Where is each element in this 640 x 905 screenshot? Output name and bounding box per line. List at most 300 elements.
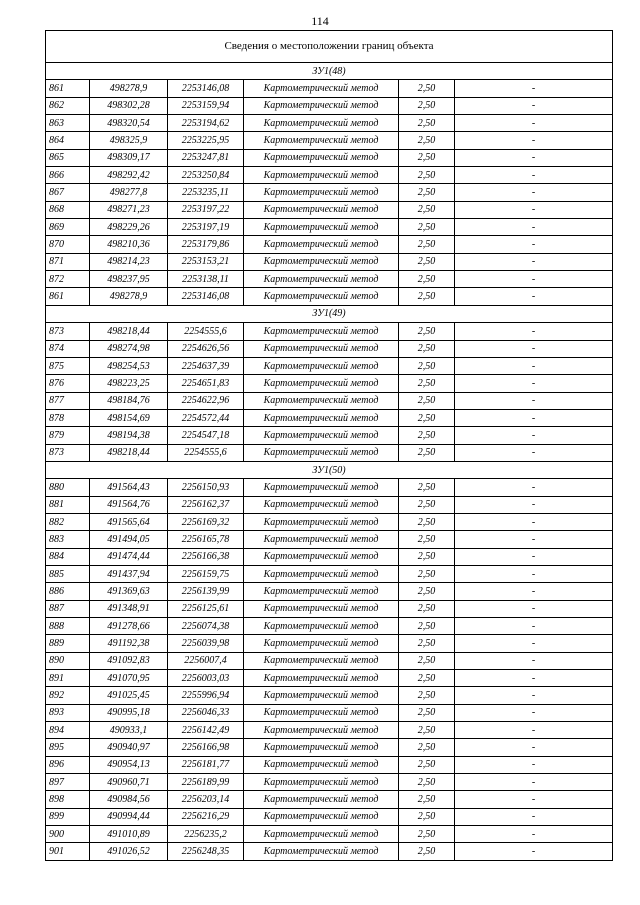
method-cell: Картометрический метод — [244, 791, 399, 808]
coord-y-cell: 2253159,94 — [168, 97, 244, 114]
accuracy-cell: 2,50 — [399, 253, 455, 270]
point-number-cell: 889 — [46, 635, 90, 652]
coord-x-cell: 491070,95 — [90, 670, 168, 687]
description-cell: - — [455, 583, 613, 600]
coord-x-cell: 498210,36 — [90, 236, 168, 253]
accuracy-cell: 2,50 — [399, 479, 455, 496]
coord-y-cell: 2256166,98 — [168, 739, 244, 756]
table-row — [46, 288, 613, 305]
coord-y-cell: 2253235,11 — [168, 184, 244, 201]
coord-y-cell: 2256159,75 — [168, 565, 244, 582]
accuracy-cell: 2,50 — [399, 618, 455, 635]
table-row — [46, 722, 613, 739]
coord-y-cell: 2254637,39 — [168, 357, 244, 374]
table-row — [46, 115, 613, 132]
method-cell: Картометрический метод — [244, 704, 399, 721]
coord-x-cell: 491025,45 — [90, 687, 168, 704]
method-cell: Картометрический метод — [244, 687, 399, 704]
coord-y-cell: 2254555,6 — [168, 323, 244, 340]
coord-x-cell: 490954,13 — [90, 756, 168, 773]
accuracy-cell: 2,50 — [399, 774, 455, 791]
coord-y-cell: 2256166,38 — [168, 548, 244, 565]
table-row — [46, 357, 613, 374]
coord-x-cell: 498194,38 — [90, 427, 168, 444]
table-row — [46, 843, 613, 860]
description-cell: - — [455, 670, 613, 687]
accuracy-cell: 2,50 — [399, 149, 455, 166]
table-title: Сведения о местоположении границ объекта — [46, 31, 613, 63]
description-cell: - — [455, 635, 613, 652]
point-number-cell: 877 — [46, 392, 90, 409]
accuracy-cell: 2,50 — [399, 826, 455, 843]
description-cell: - — [455, 722, 613, 739]
coord-x-cell: 498184,76 — [90, 392, 168, 409]
point-number-cell: 885 — [46, 565, 90, 582]
description-cell: - — [455, 288, 613, 305]
point-number-cell: 893 — [46, 704, 90, 721]
coord-x-cell: 498320,54 — [90, 115, 168, 132]
coord-y-cell: 2256165,78 — [168, 531, 244, 548]
method-cell: Картометрический метод — [244, 548, 399, 565]
coord-y-cell: 2256203,14 — [168, 791, 244, 808]
table-row — [46, 167, 613, 184]
method-cell: Картометрический метод — [244, 496, 399, 513]
table-row — [46, 236, 613, 253]
description-cell: - — [455, 687, 613, 704]
accuracy-cell: 2,50 — [399, 167, 455, 184]
method-cell: Картометрический метод — [244, 531, 399, 548]
accuracy-cell: 2,50 — [399, 722, 455, 739]
coord-y-cell: 2253179,86 — [168, 236, 244, 253]
description-cell: - — [455, 652, 613, 669]
coord-y-cell: 2253138,11 — [168, 271, 244, 288]
method-cell: Картометрический метод — [244, 167, 399, 184]
table-row — [46, 635, 613, 652]
table-row — [46, 583, 613, 600]
description-cell: - — [455, 531, 613, 548]
method-cell: Картометрический метод — [244, 236, 399, 253]
table-row — [46, 184, 613, 201]
description-cell: - — [455, 618, 613, 635]
coord-y-cell: 2256142,49 — [168, 722, 244, 739]
point-number-cell: 869 — [46, 219, 90, 236]
coord-x-cell: 491564,43 — [90, 479, 168, 496]
description-cell: - — [455, 496, 613, 513]
table-row — [46, 791, 613, 808]
accuracy-cell: 2,50 — [399, 97, 455, 114]
coord-y-cell: 2253146,08 — [168, 288, 244, 305]
coord-x-cell: 498218,44 — [90, 323, 168, 340]
coord-y-cell: 2256125,61 — [168, 600, 244, 617]
method-cell: Картометрический метод — [244, 149, 399, 166]
accuracy-cell: 2,50 — [399, 357, 455, 374]
method-cell: Картометрический метод — [244, 132, 399, 149]
coord-x-cell: 491564,76 — [90, 496, 168, 513]
table-row — [46, 97, 613, 114]
accuracy-cell: 2,50 — [399, 756, 455, 773]
coord-y-cell: 2254555,6 — [168, 444, 244, 461]
coord-x-cell: 498237,95 — [90, 271, 168, 288]
method-cell: Картометрический метод — [244, 115, 399, 132]
point-number-cell: 886 — [46, 583, 90, 600]
method-cell: Картометрический метод — [244, 600, 399, 617]
table-row — [46, 826, 613, 843]
point-number-cell: 866 — [46, 167, 90, 184]
point-number-cell: 894 — [46, 722, 90, 739]
coord-x-cell: 491437,94 — [90, 565, 168, 582]
description-cell: - — [455, 219, 613, 236]
accuracy-cell: 2,50 — [399, 635, 455, 652]
point-number-cell: 863 — [46, 115, 90, 132]
coord-y-cell: 2256046,33 — [168, 704, 244, 721]
description-cell: - — [455, 253, 613, 270]
table-row — [46, 219, 613, 236]
accuracy-cell: 2,50 — [399, 565, 455, 582]
description-cell: - — [455, 392, 613, 409]
coord-x-cell: 491474,44 — [90, 548, 168, 565]
coord-y-cell: 2253197,19 — [168, 219, 244, 236]
description-cell: - — [455, 565, 613, 582]
point-number-cell: 873 — [46, 323, 90, 340]
accuracy-cell: 2,50 — [399, 670, 455, 687]
point-number-cell: 887 — [46, 600, 90, 617]
section-header-row — [46, 305, 613, 322]
table-row — [46, 687, 613, 704]
coord-x-cell: 498271,23 — [90, 201, 168, 218]
coord-y-cell: 2253247,81 — [168, 149, 244, 166]
table-row — [46, 444, 613, 461]
accuracy-cell: 2,50 — [399, 513, 455, 530]
accuracy-cell: 2,50 — [399, 115, 455, 132]
accuracy-cell: 2,50 — [399, 201, 455, 218]
point-number-cell: 883 — [46, 531, 90, 548]
point-number-cell: 872 — [46, 271, 90, 288]
description-cell: - — [455, 167, 613, 184]
accuracy-cell: 2,50 — [399, 704, 455, 721]
accuracy-cell: 2,50 — [399, 808, 455, 825]
coord-x-cell: 491369,63 — [90, 583, 168, 600]
accuracy-cell: 2,50 — [399, 652, 455, 669]
description-cell: - — [455, 132, 613, 149]
description-cell: - — [455, 444, 613, 461]
table-row — [46, 756, 613, 773]
description-cell: - — [455, 375, 613, 392]
accuracy-cell: 2,50 — [399, 739, 455, 756]
method-cell: Картометрический метод — [244, 583, 399, 600]
point-number-cell: 867 — [46, 184, 90, 201]
point-number-cell: 899 — [46, 808, 90, 825]
table-row — [46, 427, 613, 444]
method-cell: Картометрический метод — [244, 184, 399, 201]
method-cell: Картометрический метод — [244, 565, 399, 582]
point-number-cell: 891 — [46, 670, 90, 687]
accuracy-cell: 2,50 — [399, 548, 455, 565]
coord-y-cell: 2254651,83 — [168, 375, 244, 392]
coord-x-cell: 491010,89 — [90, 826, 168, 843]
section-title: ЗУ1(48) — [46, 63, 613, 80]
accuracy-cell: 2,50 — [399, 531, 455, 548]
accuracy-cell: 2,50 — [399, 132, 455, 149]
coord-x-cell: 491278,66 — [90, 618, 168, 635]
method-cell: Картометрический метод — [244, 427, 399, 444]
point-number-cell: 871 — [46, 253, 90, 270]
method-cell: Картометрический метод — [244, 635, 399, 652]
description-cell: - — [455, 323, 613, 340]
coord-x-cell: 491494,05 — [90, 531, 168, 548]
coord-x-cell: 491192,38 — [90, 635, 168, 652]
method-cell: Картометрический метод — [244, 774, 399, 791]
coord-x-cell: 498278,9 — [90, 80, 168, 97]
accuracy-cell: 2,50 — [399, 843, 455, 860]
description-cell: - — [455, 115, 613, 132]
point-number-cell: 881 — [46, 496, 90, 513]
coord-x-cell: 490933,1 — [90, 722, 168, 739]
description-cell: - — [455, 357, 613, 374]
accuracy-cell: 2,50 — [399, 236, 455, 253]
table-row — [46, 565, 613, 582]
coord-y-cell: 2256139,99 — [168, 583, 244, 600]
coord-y-cell: 2253194,62 — [168, 115, 244, 132]
point-number-cell: 875 — [46, 357, 90, 374]
coord-x-cell: 498254,53 — [90, 357, 168, 374]
point-number-cell: 897 — [46, 774, 90, 791]
table-row — [46, 271, 613, 288]
coord-y-cell: 2256235,2 — [168, 826, 244, 843]
description-cell: - — [455, 427, 613, 444]
section-title: ЗУ1(49) — [46, 305, 613, 322]
method-cell: Картометрический метод — [244, 253, 399, 270]
coord-y-cell: 2256150,93 — [168, 479, 244, 496]
accuracy-cell: 2,50 — [399, 271, 455, 288]
coord-x-cell: 498154,69 — [90, 409, 168, 426]
point-number-cell: 861 — [46, 288, 90, 305]
coord-x-cell: 498309,17 — [90, 149, 168, 166]
table-row — [46, 409, 613, 426]
point-number-cell: 890 — [46, 652, 90, 669]
table-row — [46, 149, 613, 166]
description-cell: - — [455, 513, 613, 530]
coord-x-cell: 498292,42 — [90, 167, 168, 184]
coord-y-cell: 2256003,03 — [168, 670, 244, 687]
table-row — [46, 600, 613, 617]
point-number-cell: 895 — [46, 739, 90, 756]
coord-x-cell: 491026,52 — [90, 843, 168, 860]
coord-y-cell: 2256039,98 — [168, 635, 244, 652]
table-row — [46, 618, 613, 635]
coord-x-cell: 498214,23 — [90, 253, 168, 270]
method-cell: Картометрический метод — [244, 288, 399, 305]
method-cell: Картометрический метод — [244, 219, 399, 236]
section-header-row — [46, 63, 613, 80]
coord-y-cell: 2254547,18 — [168, 427, 244, 444]
table-row — [46, 774, 613, 791]
method-cell: Картометрический метод — [244, 513, 399, 530]
accuracy-cell: 2,50 — [399, 427, 455, 444]
table-row — [46, 652, 613, 669]
accuracy-cell: 2,50 — [399, 375, 455, 392]
point-number-cell: 901 — [46, 843, 90, 860]
description-cell: - — [455, 739, 613, 756]
point-number-cell: 862 — [46, 97, 90, 114]
point-number-cell: 882 — [46, 513, 90, 530]
coord-y-cell: 2254622,96 — [168, 392, 244, 409]
coord-y-cell: 2256007,4 — [168, 652, 244, 669]
coord-y-cell: 2254626,56 — [168, 340, 244, 357]
description-cell: - — [455, 791, 613, 808]
accuracy-cell: 2,50 — [399, 791, 455, 808]
point-number-cell: 861 — [46, 80, 90, 97]
coord-x-cell: 490940,97 — [90, 739, 168, 756]
point-number-cell: 892 — [46, 687, 90, 704]
coord-y-cell: 2256162,37 — [168, 496, 244, 513]
coord-y-cell: 2256181,77 — [168, 756, 244, 773]
point-number-cell: 865 — [46, 149, 90, 166]
table-row — [46, 201, 613, 218]
coord-y-cell: 2256189,99 — [168, 774, 244, 791]
method-cell: Картометрический метод — [244, 652, 399, 669]
method-cell: Картометрический метод — [244, 409, 399, 426]
table-row — [46, 704, 613, 721]
accuracy-cell: 2,50 — [399, 392, 455, 409]
coord-x-cell: 490995,18 — [90, 704, 168, 721]
table-row — [46, 392, 613, 409]
description-cell: - — [455, 704, 613, 721]
table-row — [46, 739, 613, 756]
point-number-cell: 870 — [46, 236, 90, 253]
method-cell: Картометрический метод — [244, 670, 399, 687]
method-cell: Картометрический метод — [244, 357, 399, 374]
method-cell: Картометрический метод — [244, 271, 399, 288]
accuracy-cell: 2,50 — [399, 583, 455, 600]
method-cell: Картометрический метод — [244, 756, 399, 773]
method-cell: Картометрический метод — [244, 618, 399, 635]
accuracy-cell: 2,50 — [399, 409, 455, 426]
accuracy-cell: 2,50 — [399, 288, 455, 305]
table-row — [46, 670, 613, 687]
coord-x-cell: 498278,9 — [90, 288, 168, 305]
description-cell: - — [455, 184, 613, 201]
description-cell: - — [455, 548, 613, 565]
coord-y-cell: 2256169,32 — [168, 513, 244, 530]
coord-y-cell: 2256216,29 — [168, 808, 244, 825]
coord-y-cell: 2253225,95 — [168, 132, 244, 149]
page-number: 114 — [311, 14, 329, 28]
description-cell: - — [455, 149, 613, 166]
accuracy-cell: 2,50 — [399, 323, 455, 340]
accuracy-cell: 2,50 — [399, 600, 455, 617]
method-cell: Картометрический метод — [244, 739, 399, 756]
method-cell: Картометрический метод — [244, 340, 399, 357]
table-row — [46, 323, 613, 340]
table-row — [46, 548, 613, 565]
method-cell: Картометрический метод — [244, 97, 399, 114]
coord-x-cell: 498325,9 — [90, 132, 168, 149]
table-row — [46, 496, 613, 513]
description-cell: - — [455, 826, 613, 843]
coord-x-cell: 498274,98 — [90, 340, 168, 357]
section-title: ЗУ1(50) — [46, 461, 613, 478]
description-cell: - — [455, 409, 613, 426]
point-number-cell: 873 — [46, 444, 90, 461]
coord-x-cell: 498229,26 — [90, 219, 168, 236]
description-cell: - — [455, 80, 613, 97]
method-cell: Картометрический метод — [244, 826, 399, 843]
coord-y-cell: 2253146,08 — [168, 80, 244, 97]
point-number-cell: 888 — [46, 618, 90, 635]
point-number-cell: 879 — [46, 427, 90, 444]
accuracy-cell: 2,50 — [399, 80, 455, 97]
point-number-cell: 884 — [46, 548, 90, 565]
point-number-cell: 880 — [46, 479, 90, 496]
description-cell: - — [455, 600, 613, 617]
coord-x-cell: 490960,71 — [90, 774, 168, 791]
coord-y-cell: 2253197,22 — [168, 201, 244, 218]
section-header-row — [46, 461, 613, 478]
table-row — [46, 340, 613, 357]
accuracy-cell: 2,50 — [399, 687, 455, 704]
coord-y-cell: 2256074,38 — [168, 618, 244, 635]
point-number-cell: 900 — [46, 826, 90, 843]
table-title-row — [46, 31, 613, 63]
description-cell: - — [455, 271, 613, 288]
description-cell: - — [455, 808, 613, 825]
method-cell: Картометрический метод — [244, 444, 399, 461]
table-row — [46, 80, 613, 97]
accuracy-cell: 2,50 — [399, 219, 455, 236]
description-cell: - — [455, 340, 613, 357]
description-cell: - — [455, 236, 613, 253]
description-cell: - — [455, 479, 613, 496]
method-cell: Картометрический метод — [244, 843, 399, 860]
table-row — [46, 375, 613, 392]
description-cell: - — [455, 201, 613, 218]
coord-x-cell: 498223,25 — [90, 375, 168, 392]
method-cell: Картометрический метод — [244, 479, 399, 496]
description-cell: - — [455, 774, 613, 791]
accuracy-cell: 2,50 — [399, 340, 455, 357]
point-number-cell: 876 — [46, 375, 90, 392]
coord-y-cell: 2253153,21 — [168, 253, 244, 270]
coord-x-cell: 491092,83 — [90, 652, 168, 669]
accuracy-cell: 2,50 — [399, 496, 455, 513]
coord-x-cell: 498218,44 — [90, 444, 168, 461]
coord-x-cell: 498277,8 — [90, 184, 168, 201]
description-cell: - — [455, 756, 613, 773]
coord-y-cell: 2256248,35 — [168, 843, 244, 860]
method-cell: Картометрический метод — [244, 375, 399, 392]
description-cell: - — [455, 843, 613, 860]
coord-x-cell: 491565,64 — [90, 513, 168, 530]
point-number-cell: 896 — [46, 756, 90, 773]
coord-y-cell: 2255996,94 — [168, 687, 244, 704]
point-number-cell: 874 — [46, 340, 90, 357]
method-cell: Картометрический метод — [244, 808, 399, 825]
method-cell: Картометрический метод — [244, 392, 399, 409]
description-cell: - — [455, 97, 613, 114]
point-number-cell: 878 — [46, 409, 90, 426]
table-row — [46, 479, 613, 496]
boundary-table — [45, 30, 613, 861]
table-row — [46, 531, 613, 548]
coord-x-cell: 490984,56 — [90, 791, 168, 808]
table-row — [46, 132, 613, 149]
point-number-cell: 864 — [46, 132, 90, 149]
point-number-cell: 868 — [46, 201, 90, 218]
point-number-cell: 898 — [46, 791, 90, 808]
coord-x-cell: 490994,44 — [90, 808, 168, 825]
table-row — [46, 253, 613, 270]
accuracy-cell: 2,50 — [399, 184, 455, 201]
